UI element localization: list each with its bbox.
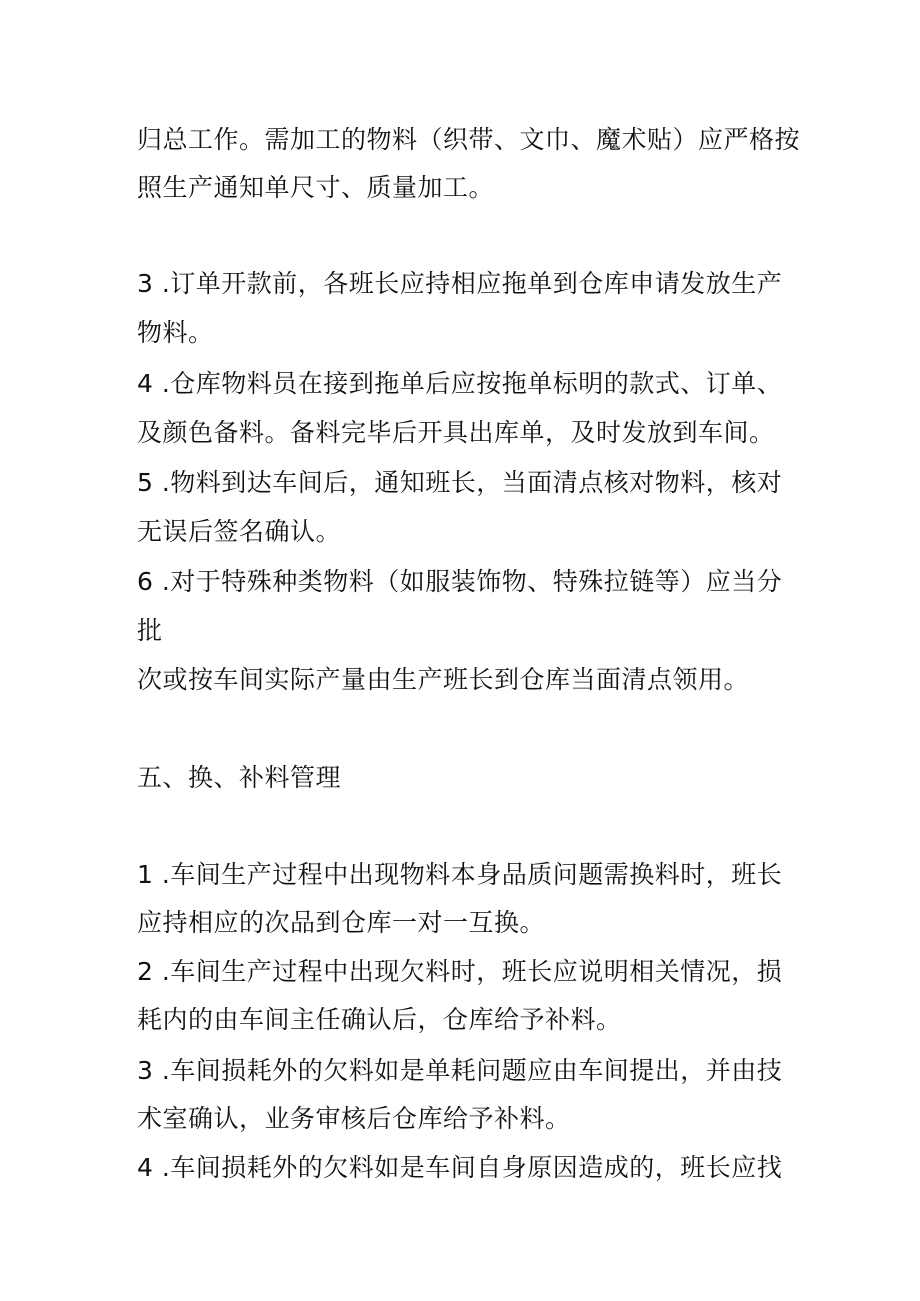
list-item-6: 6 .对于特殊种类物料（如服装饰物、特殊拉链等）应当分 [137,567,783,596]
list-item-1: 1 .车间生产过程中出现物料本身品质问题需换料时，班长 [137,860,783,889]
text-line: 及颜色备料。备料完毕后开具出库单，及时发放到车间。 [137,418,775,447]
list-item-3: 3 .车间损耗外的欠料如是单耗问题应由车间提出，并由技 [137,1056,783,1085]
text-line: 耗内的由车间主任确认后，仓库给予补料。 [137,1005,622,1034]
section-heading: 五、换、补料管理 [137,763,342,792]
list-item-4: 4 .车间损耗外的欠料如是车间自身原因造成的，班长应找 [137,1153,783,1182]
list-item-2: 2 .车间生产过程中出现欠料时，班长应说明相关情况，损 [137,957,783,986]
text-line: 批 [137,616,163,645]
text-line: 应持相应的次品到仓库一对一互换。 [137,908,546,937]
text-line: 照生产通知单尺寸、质量加工。 [137,173,495,202]
text-line: 术室确认，业务审核后仓库给予补料。 [137,1104,571,1133]
list-item-5: 5 .物料到达车间后，通知班长，当面清点核对物料，核对 [137,468,783,497]
list-item-4: 4 .仓库物料员在接到拖单后应按拖单标明的款式、订单、 [137,369,783,398]
list-item-3: 3 .订单开款前，各班长应持相应拖单到仓库申请发放生产 [137,269,783,298]
text-line: 归总工作。需加工的物料（织带、文巾、魔术贴）应严格按 [137,125,801,154]
text-line: 物料。 [137,318,214,347]
text-line: 无误后签名确认。 [137,517,342,546]
text-line: 次或按车间实际产量由生产班长到仓库当面清点领用。 [137,665,750,694]
